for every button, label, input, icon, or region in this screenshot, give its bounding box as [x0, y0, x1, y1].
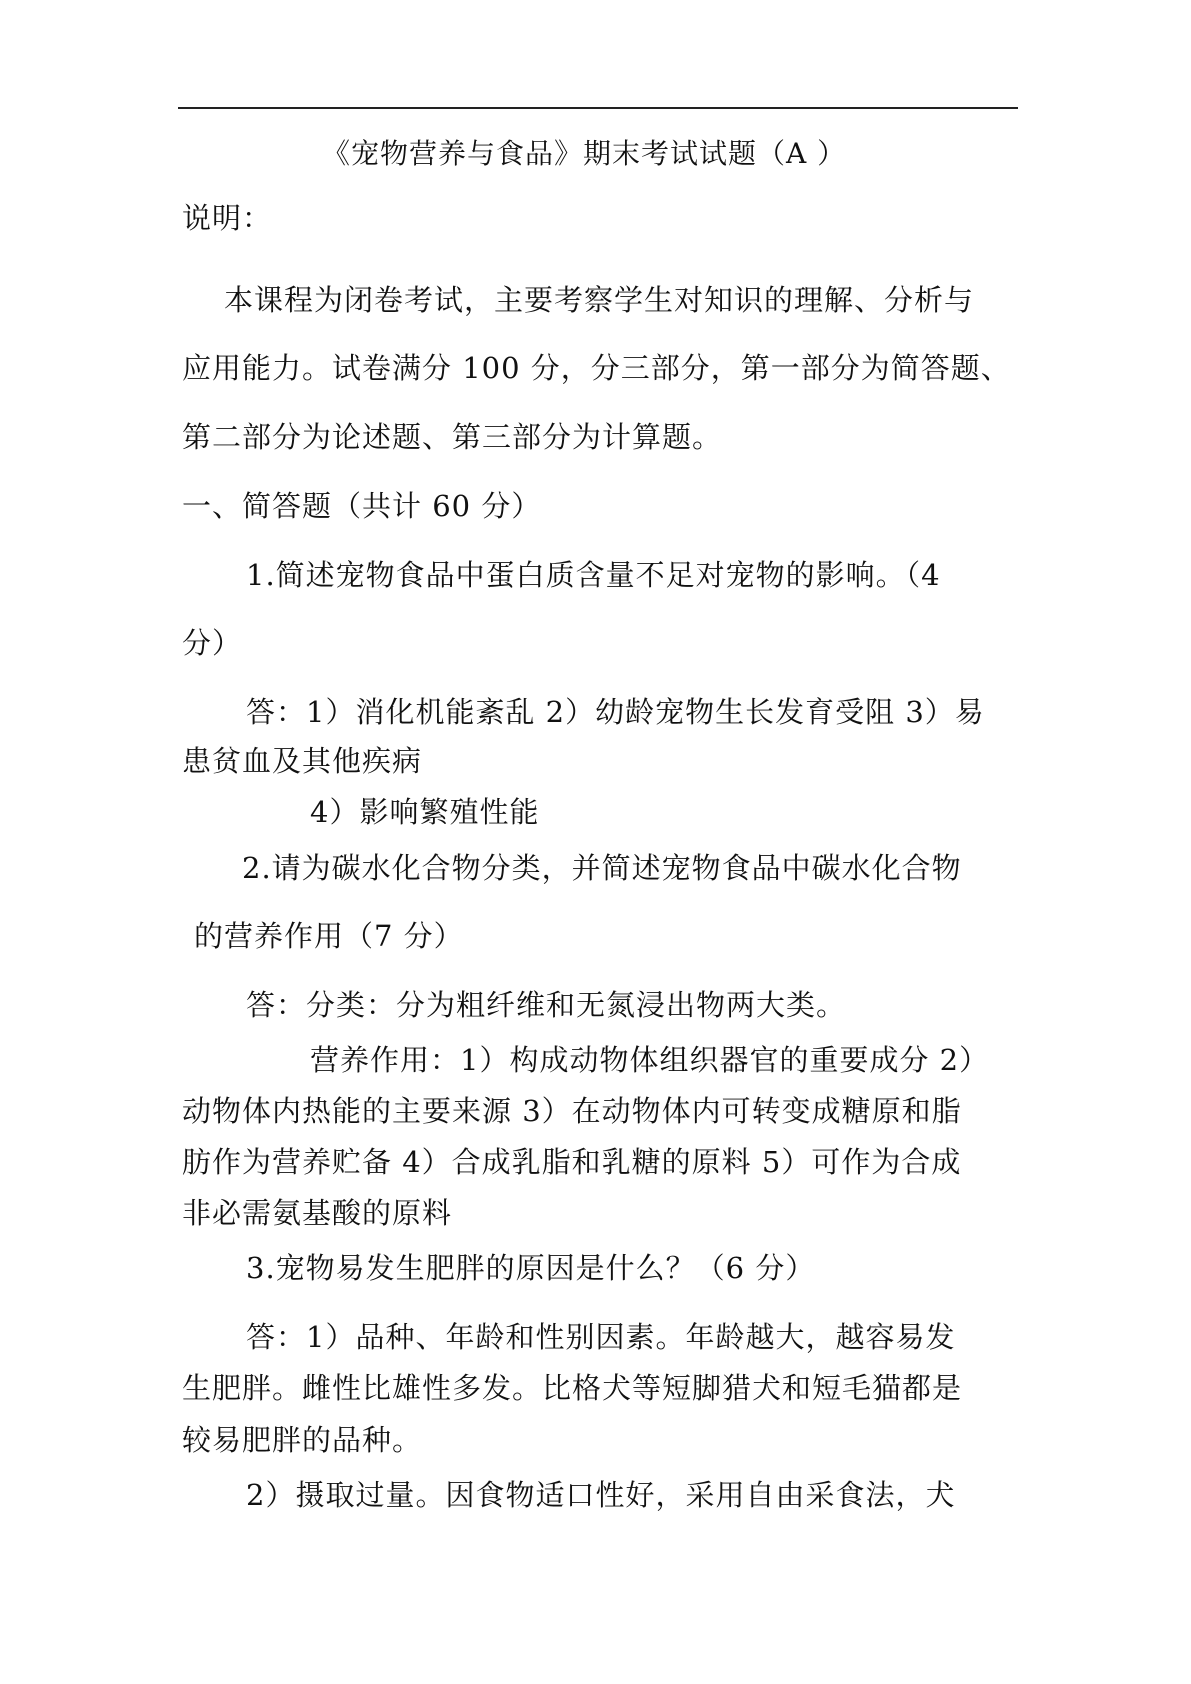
- question-2-line-1: 2.请为碳水化合物分类，并简述宠物食品中碳水化合物: [242, 851, 962, 885]
- intro-line-2: 应用能力。试卷满分 100 分，分三部分，第一部分为简答题、: [182, 351, 1011, 385]
- question-3: 3.宠物易发生肥胖的原因是什么？（6 分）: [246, 1251, 816, 1285]
- doc-title: 《宠物营养与食品》期末考试试题（A ）: [322, 137, 847, 170]
- section-heading: 一、简答题（共计 60 分）: [182, 489, 542, 523]
- note-label: 说明：: [182, 201, 273, 235]
- question-1-line-2: 分）: [182, 626, 243, 660]
- answer-3-line-1: 答：1）品种、年龄和性别因素。年龄越大，越容易发: [246, 1320, 956, 1354]
- answer-3-line-3: 较易肥胖的品种。: [182, 1423, 423, 1457]
- header-rule: [178, 107, 1018, 109]
- answer-3-line-2: 生肥胖。雌性比雄性多发。比格犬等短脚猎犬和短毛猫都是: [182, 1371, 963, 1405]
- answer-1-line-1: 答：1）消化机能紊乱 2）幼龄宠物生长发育受阻 3）易: [246, 695, 985, 729]
- answer-2-line-1: 答：分类：分为粗纤维和无氮浸出物两大类。: [246, 988, 847, 1022]
- answer-2-line-5: 非必需氨基酸的原料: [182, 1196, 453, 1230]
- question-2-line-2: 的营养作用（7 分）: [194, 919, 464, 953]
- intro-line-1: 本课程为闭卷考试，主要考察学生对知识的理解、分析与: [224, 283, 975, 317]
- intro-line-3: 第二部分为论述题、第三部分为计算题。: [182, 420, 723, 454]
- answer-2-line-2: 营养作用：1）构成动物体组织器官的重要成分 2）: [310, 1043, 990, 1077]
- answer-1-line-2: 患贫血及其他疾病: [182, 744, 423, 778]
- question-1-line-1: 1.简述宠物食品中蛋白质含量不足对宠物的影响。（4: [246, 558, 941, 592]
- answer-2-line-4: 肪作为营养贮备 4）合成乳脂和乳糖的原料 5）可作为合成: [182, 1145, 962, 1179]
- answer-2-line-3: 动物体内热能的主要来源 3）在动物体内可转变成糖原和脂: [182, 1094, 962, 1128]
- answer-1-line-3: 4）影响繁殖性能: [310, 795, 540, 829]
- answer-3-line-4: 2）摄取过量。因食物适口性好，采用自由采食法，犬: [246, 1478, 956, 1512]
